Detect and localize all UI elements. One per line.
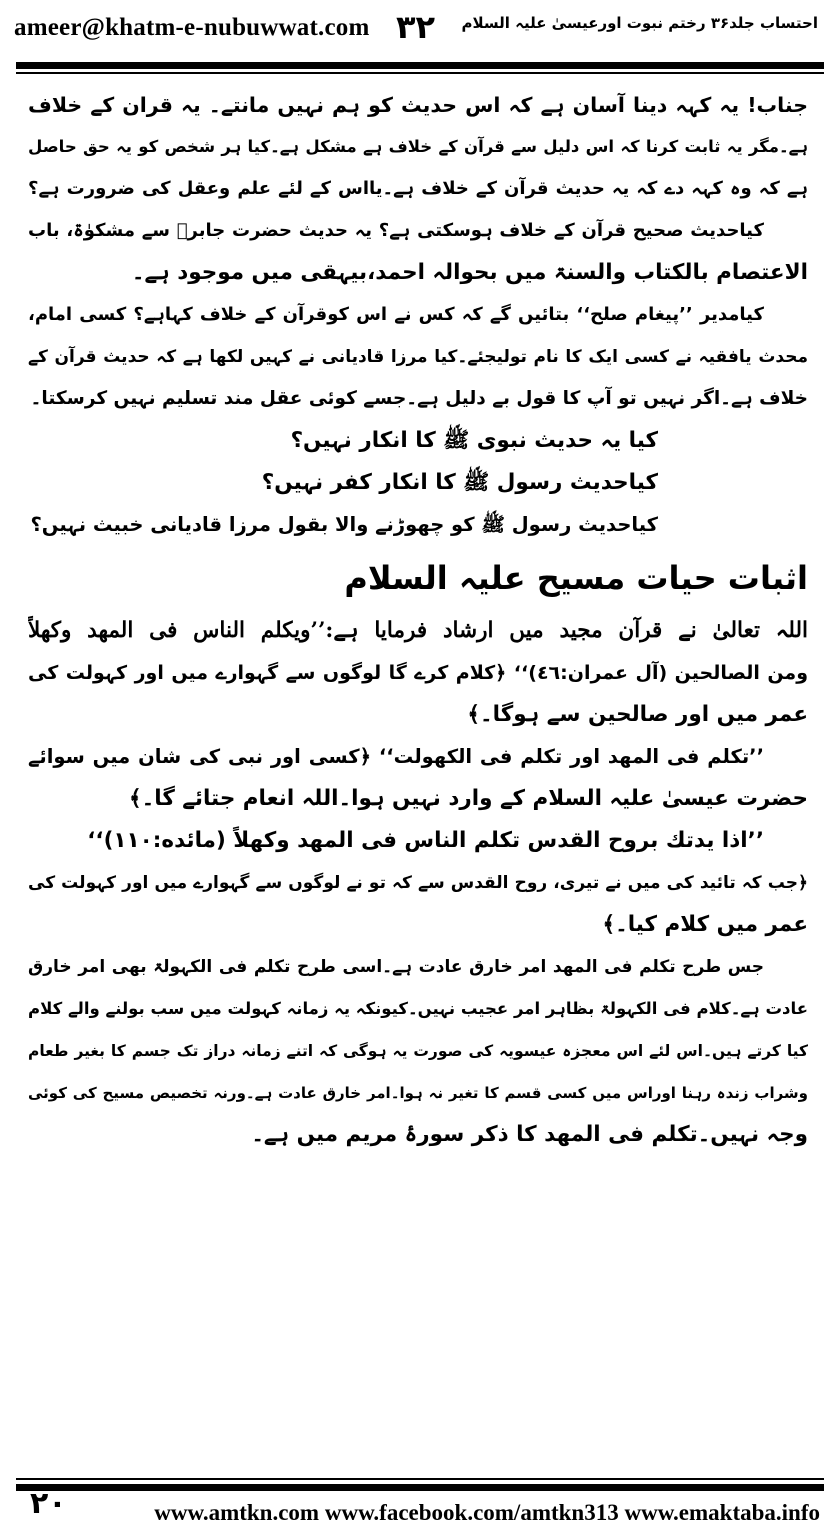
text-line: اللہ تعالیٰ نے قرآن مجید میں ارشاد فرمایا ہے:’’ویکلم الناس فی المهد وکهلاً (28, 618, 808, 643)
text-line: حضرت عیسیٰ علیہ السلام کے وارد نہیں ہوا۔اللہ انعام جتائے گا۔﴾ (129, 786, 808, 811)
page-footer (0, 1478, 840, 1540)
text-line: الاعتصام بالکتاب والسنۃ میں بحوالہ احمد،بیہقی میں موجود ہے۔ (131, 260, 808, 285)
text-line: ہے کہ وہ کہہ دے کہ یہ حدیث قرآن کے خلاف ہے۔یااس کے لئے علم وعقل کی ضرورت ہے؟ (28, 178, 808, 199)
footer-page-number: ۲۰ (30, 1486, 67, 1521)
text-line: وجہ نہیں۔تکلم فی المهد کا ذکر سورۂ مریم میں ہے۔ (251, 1122, 808, 1147)
footer-rule-thick (16, 1484, 824, 1491)
header-rule-thin (16, 72, 824, 74)
text-line: کیاحدیث صحیح قرآن کے خلاف ہوسکتی ہے؟ یہ حدیث حضرت جابرؓ سے مشکوٰۃ، باب (28, 220, 764, 241)
body-text (28, 84, 808, 1462)
question-line: کیا یہ حدیث نبوی ﷺ کا انکار نہیں؟ (290, 428, 658, 453)
header-email: ameer@khatm-e-nubuwwat.com (14, 14, 370, 41)
section-heading: اثبات حیات مسیح علیہ السلام (344, 559, 808, 597)
footer-rule-thin (16, 1478, 824, 1480)
header-title: احتساب جلد۳۶ رختم نبوت اورعیسیٰ علیہ السلام (461, 14, 818, 32)
text-line: ومن الصالحین (آل عمران:٤٦)‘‘ ﴿کلام کرے گا لوگوں سے گہوارے میں اور کہولت کی (28, 662, 808, 684)
text-line: ’’اذا یدتك بروح القدس تکلم الناس فی المهد وکهلاً (مائده:١١٠)‘‘ (87, 828, 764, 853)
question-line: کیاحدیث رسول ﷺ کا انکار کفر نہیں؟ (261, 470, 658, 495)
text-line: وشراب زندہ رہنا اوراس میں کسی قسم کا تغیر نہ ہوا۔امر خارق عادت ہے۔ورنہ تخصیص مسیح کی کوئی (28, 1084, 808, 1102)
text-line: عادت ہے۔کلام فی الکہولۃ بظاہر امر عجیب نہیں۔کیونکہ یہ زمانہ کہولت میں سب بولنے والے کلام (28, 999, 808, 1018)
text-line: ﴿جب کہ تائید کی میں نے تیری، روح القدس سے کہ تو نے لوگوں سے گہوارے میں اور کہولت کی (28, 873, 808, 893)
text-line: عمر میں کلام کیا۔﴾ (602, 912, 808, 937)
text-line: خلاف ہے۔اگر نہیں تو آپ کا قول بے دلیل ہے۔جسے کوئی عقل مند تسلیم نہیں کرسکتا۔ (30, 388, 808, 409)
text-line: کیامدیر ’’پیغام صلح‘‘ بتائیں گے کہ کس نے اس کوقرآن کے خلاف کہاہے؟ کسی امام، (28, 304, 764, 325)
text-line: محدث یافقیہ نے کسی ایک کا نام تولیجئے۔کیا مرزا قادیانی نے کہیں لکھا ہے کہ حدیث قرآن کے (28, 347, 808, 367)
text-line: جس طرح تکلم فی المهد امر خارق عادت ہے۔اسی طرح تکلم فی الکہولۃ بھی امر خارق (28, 957, 764, 977)
text-line: کیا کرتے ہیں۔اس لئے اس معجزہ عیسویہ کی صورت یہ ہوگی کہ اتنے زمانہ دراز تک جسم کا بغیر طعام (28, 1042, 808, 1060)
page-header (0, 0, 840, 70)
footer-links: www.amtkn.com www.facebook.com/amtkn313 www.emaktaba.info (154, 1500, 820, 1525)
question-line: کیاحدیث رسول ﷺ کو چھوڑنے والا بقول مرزا قادیانی خبیث نہیں؟ (30, 513, 658, 536)
header-rule-thick (16, 62, 824, 69)
text-line: جناب! یہ کہہ دینا آسان ہے کہ اس حدیث کو ہم نہیں مانتے۔ یہ قران کے خلاف (28, 93, 808, 117)
text-line: عمر میں اور صالحین سے ہوگا۔﴾ (467, 702, 808, 727)
text-line: ہے۔مگر یہ ثابت کرنا کہ اس دلیل سے قرآن کے خلاف ہے مشکل ہے۔کیا ہر شخص کو یہ حق حاصل (28, 137, 808, 156)
text-line: ’’تکلم فی المهد اور تکلم فی الکهولت‘‘ ﴿کسی اور نبی کی شان میں سوائے (28, 745, 764, 768)
header-page-number: ۳۲ (396, 8, 436, 46)
